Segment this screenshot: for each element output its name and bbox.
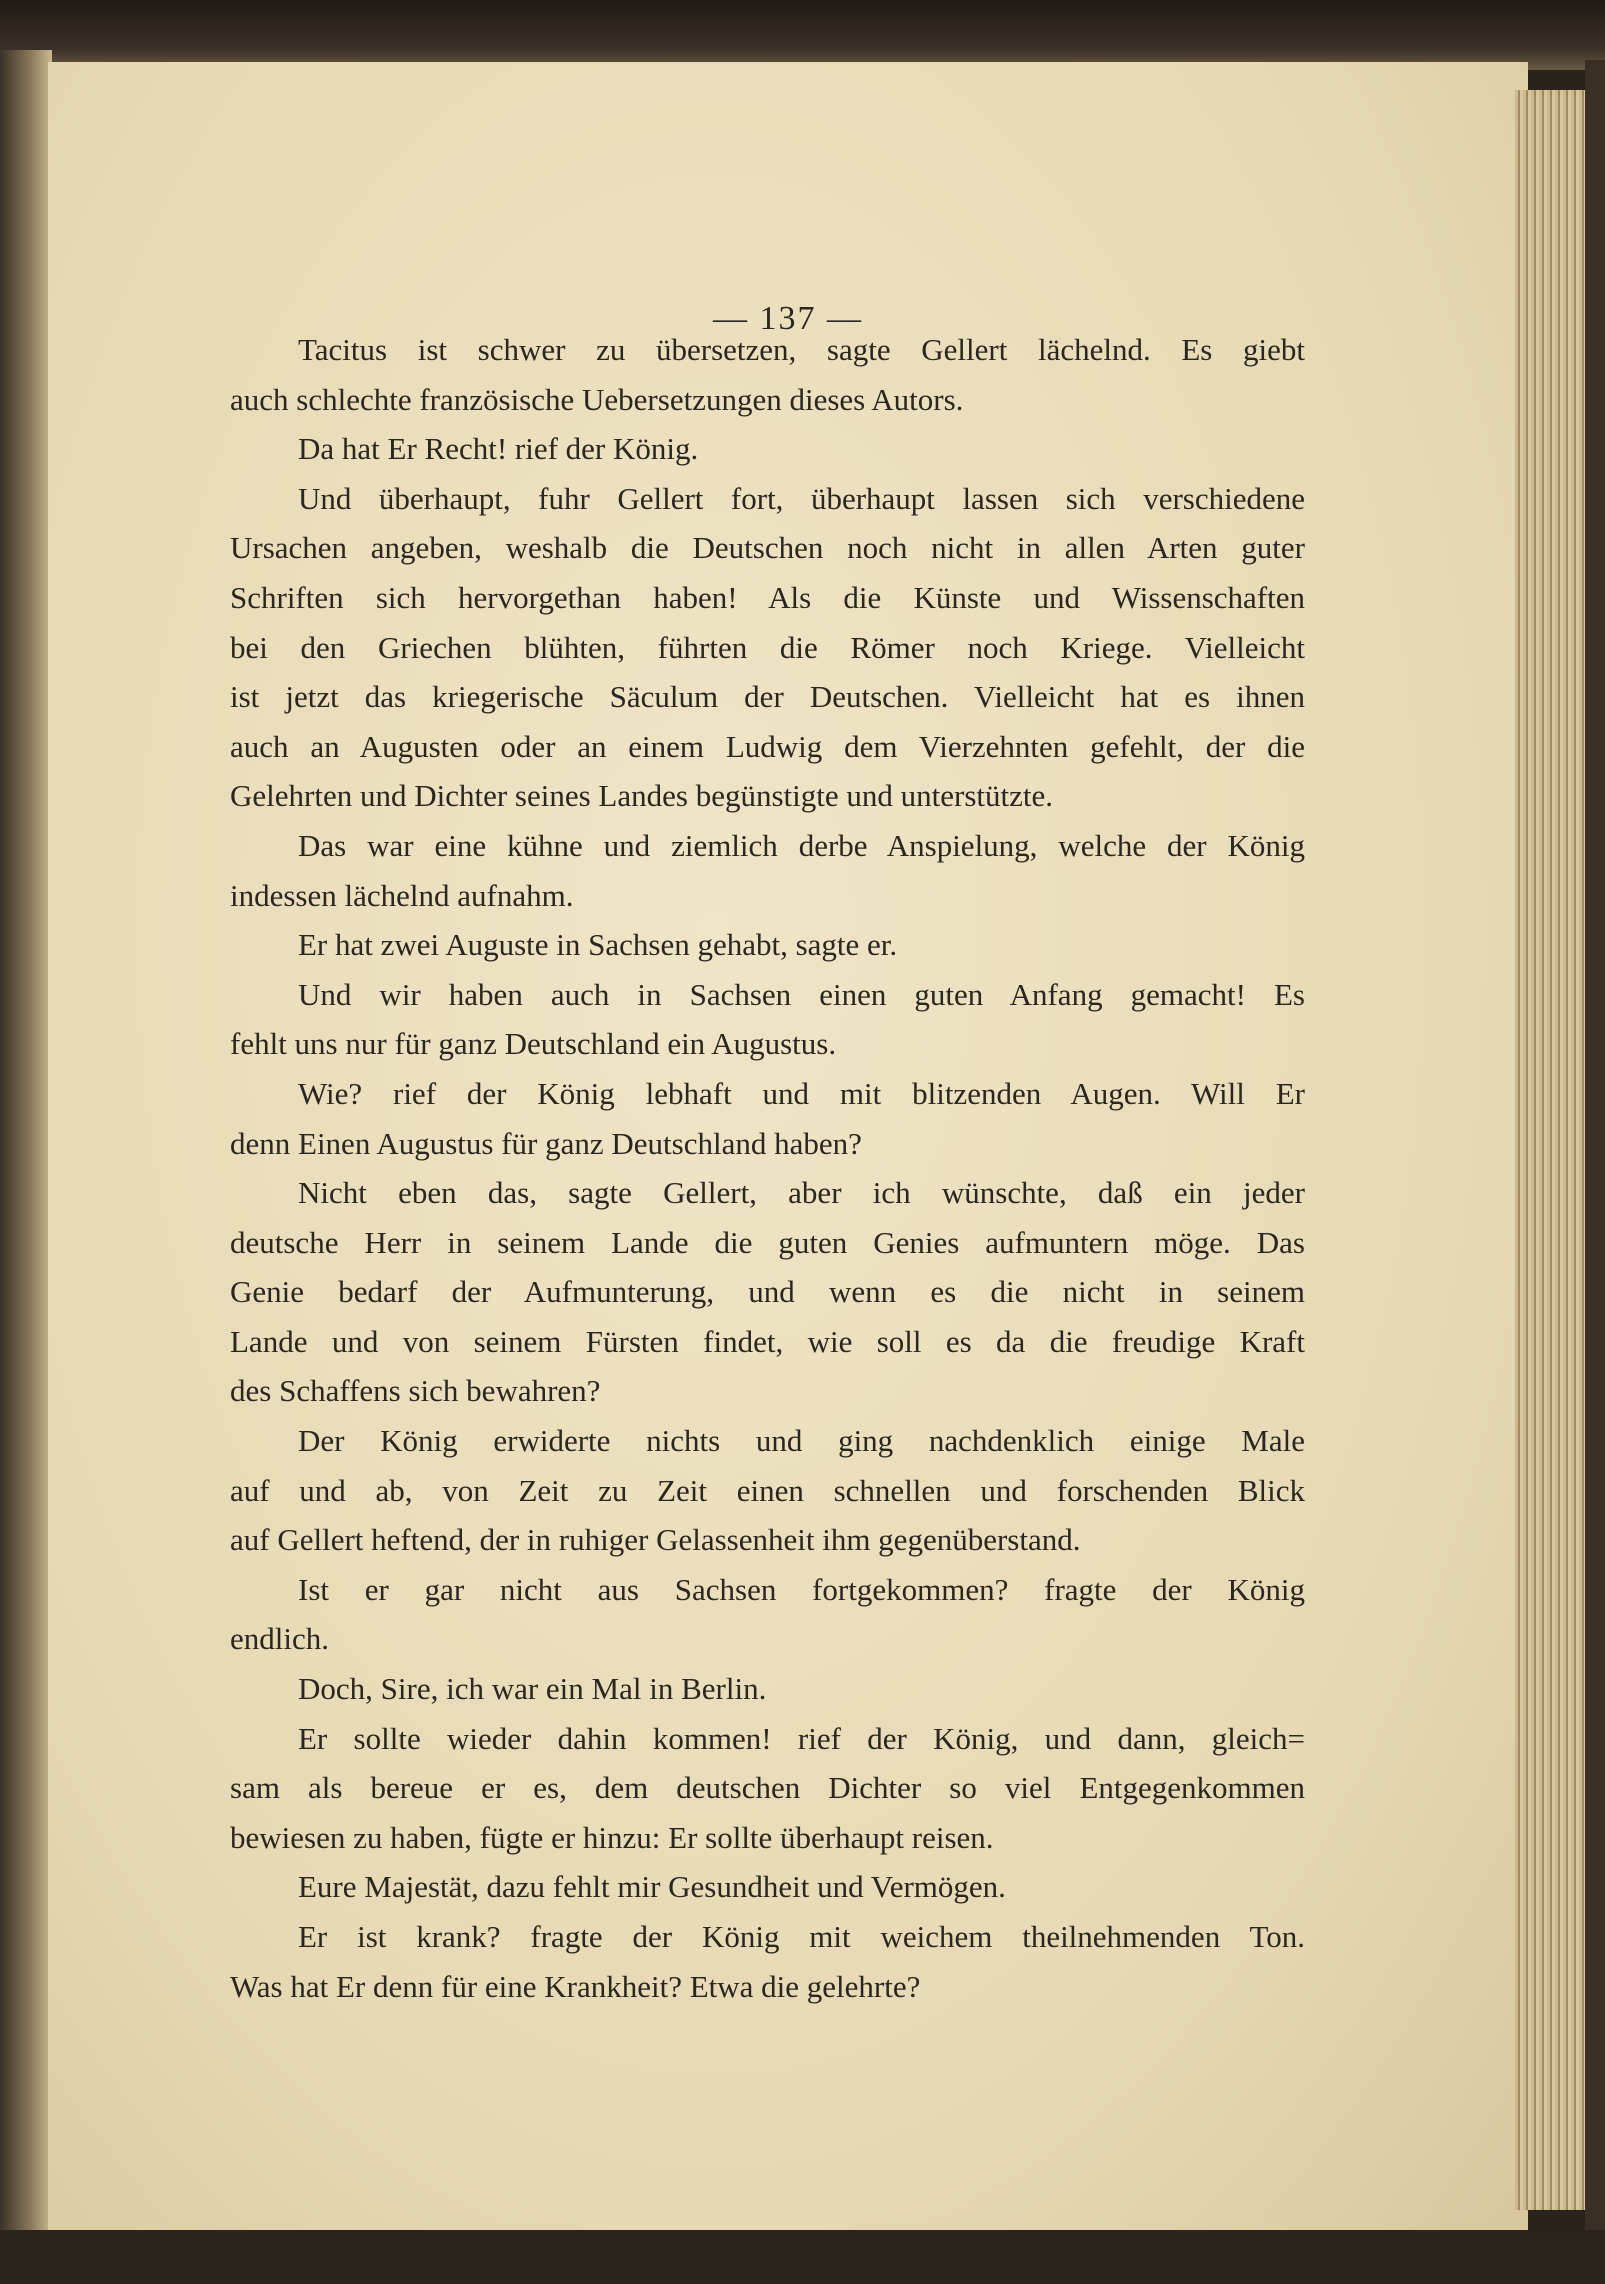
- text-line: deutsche Herr in seinem Lande die guten Genies aufmuntern möge. Das: [230, 1224, 1305, 1260]
- book-cover-edge-top: [0, 0, 1605, 70]
- paragraph: [230, 424, 1305, 474]
- text-line: bewiesen zu haben, fügte er hinzu: Er sollte überhaupt reisen.: [230, 1819, 994, 1855]
- paragraph: [230, 1168, 1305, 1416]
- text-line: Gelehrten und Dichter seines Landes begünstigte und unterstützte.: [230, 778, 1053, 814]
- paragraph: [230, 970, 1305, 1069]
- text-line: Und wir haben auch in Sachsen einen guten Anfang gemacht! Es: [298, 976, 1305, 1012]
- text-line: Und überhaupt, fuhr Gellert fort, überhaupt lassen sich verschiedene: [298, 480, 1305, 516]
- paragraph: [230, 920, 1305, 970]
- text-line: auf und ab, von Zeit zu Zeit einen schnellen und forschenden Blick: [230, 1472, 1305, 1508]
- book-cover-edge-right: [1585, 60, 1605, 2284]
- text-line: indessen lächelnd aufnahm.: [230, 877, 574, 913]
- text-line: Der König erwiderte nichts und ging nachdenklich einige Male: [298, 1423, 1305, 1459]
- text-line: Da hat Er Recht! rief der König.: [298, 431, 699, 467]
- text-line: des Schaffens sich bewahren?: [230, 1373, 601, 1409]
- text-line: Tacitus ist schwer zu übersetzen, sagte Gellert lächelnd. Es giebt: [298, 332, 1305, 367]
- book-gutter-left: [0, 50, 52, 2284]
- paragraph: [230, 1912, 1305, 2011]
- text-line: Eure Majestät, dazu fehlt mir Gesundheit und Vermögen.: [298, 1869, 1006, 1905]
- text-line: auf Gellert heftend, der in ruhiger Gelassenheit ihm gegenüberstand.: [230, 1522, 1081, 1558]
- text-line: Wie? rief der König lebhaft und mit blitzenden Augen. Will Er: [298, 1075, 1305, 1111]
- paragraph: [230, 325, 1305, 424]
- text-line: denn Einen Augustus für ganz Deutschland haben?: [230, 1125, 862, 1161]
- paragraph: [230, 821, 1305, 920]
- text-line: bei den Griechen blühten, führten die Römer noch Kriege. Vielleicht: [230, 629, 1305, 665]
- text-line: endlich.: [230, 1621, 329, 1657]
- page-number: — 137 —: [713, 300, 863, 337]
- text-line: Ursachen angeben, weshalb die Deutschen noch nicht in allen Arten guter: [230, 530, 1305, 566]
- text-line: Das war eine kühne und ziemlich derbe Anspielung, welche der König: [298, 827, 1305, 863]
- text-line: Er ist krank? fragte der König mit weichem theilnehmenden Ton.: [298, 1919, 1305, 1954]
- text-line: sam als bereue er es, dem deutschen Dichter so viel Entgegenkommen: [230, 1770, 1305, 1806]
- background-bottom: [0, 2230, 1605, 2284]
- text-line: Was hat Er denn für eine Krankheit? Etwa die gelehrte?: [230, 1968, 921, 2004]
- paragraph: [230, 1862, 1305, 1912]
- page-stack-edge: [1515, 90, 1585, 2210]
- text-line: Ist er gar nicht aus Sachsen fortgekommen? fragte der König: [298, 1571, 1305, 1607]
- text-line: Nicht eben das, sagte Gellert, aber ich wünschte, daß ein jeder: [298, 1175, 1305, 1211]
- paragraph: [230, 1416, 1305, 1565]
- text-line: Genie bedarf der Aufmunterung, und wenn es die nicht in seinem: [230, 1274, 1305, 1310]
- text-line: fehlt uns nur für ganz Deutschland ein Augustus.: [230, 1026, 837, 1062]
- text-line: Er hat zwei Auguste in Sachsen gehabt, sagte er.: [298, 927, 898, 963]
- text-line: ist jetzt das kriegerische Säculum der Deutschen. Vielleicht hat es ihnen: [230, 679, 1305, 715]
- text-line: Er sollte wieder dahin kommen! rief der König, und dann, gleich=: [298, 1720, 1305, 1756]
- text-line: Lande und von seinem Fürsten findet, wie soll es da die freudige Kraft: [230, 1323, 1305, 1359]
- paragraph: [230, 474, 1305, 821]
- text-line: auch an Augusten oder an einem Ludwig dem Vierzehnten gefehlt, der die: [230, 728, 1305, 764]
- paragraph: [230, 1714, 1305, 1863]
- paragraph: [230, 1565, 1305, 1664]
- page-body-text: [230, 325, 1305, 2011]
- text-line: auch schlechte französische Uebersetzungen dieses Autors.: [230, 381, 964, 417]
- text-line: Doch, Sire, ich war ein Mal in Berlin.: [298, 1671, 767, 1707]
- text-line: Schriften sich hervorgethan haben! Als die Künste und Wissenschaften: [230, 579, 1305, 615]
- paragraph: [230, 1069, 1305, 1168]
- paragraph: [230, 1664, 1305, 1714]
